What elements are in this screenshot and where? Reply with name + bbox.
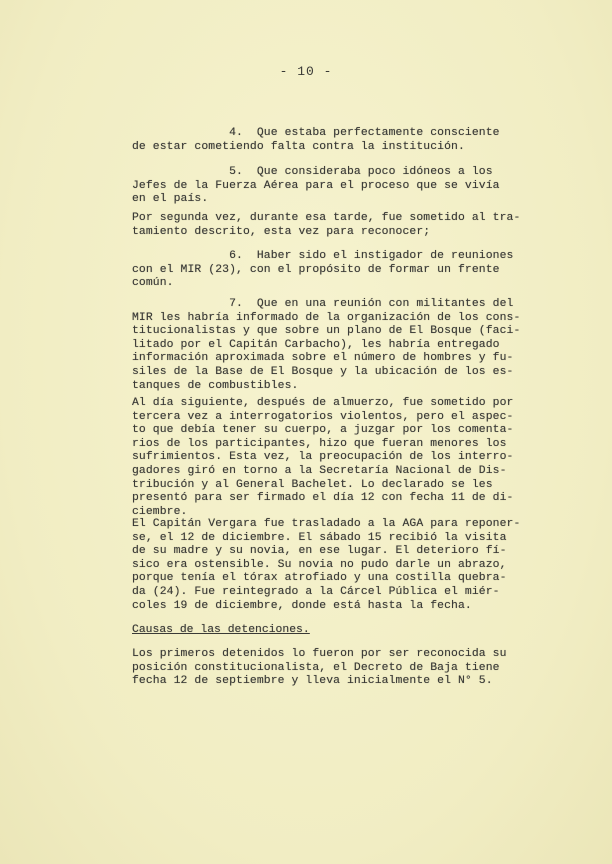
paragraph-item-6: 6. Haber sido el instigador de reuniones con el MIR (23), con el propósito de formar un frente común. [132, 250, 514, 290]
paragraph-item-5: 5. Que consideraba poco idóneos a los Jefes de la Fuerza Aérea para el proceso que se vivía en el país. [132, 166, 500, 206]
paragraph-first-detained: Los primeros detenidos lo fueron por ser reconocida su posición constitucionalista, el Decreto de Baja tiene fecha 12 de septiembre y lleva inicialmente el N° 5. [132, 648, 507, 688]
page-number: - 10 - [279, 64, 333, 79]
paragraph-item-4: 4. Que estaba perfectamente consciente de estar cometiendo falta contra la institución. [132, 127, 500, 153]
paragraph-next-day: Al día siguiente, después de almuerzo, fue sometido por tercera vez a interrogatorios violentos, pero el aspec- to que debía tener su cuerpo, a juzgar por los comenta- rios de los participantes, hizo que fueran menores los sufrimientos. Esta vez, la preocupación de los interro- gadores giró en torno a la Secretaría Nacional de Dis- tribución y al General Bachelet. Lo declarado se les presentó para ser firmado el día 12 con fecha 11 de di- ciembre. [132, 397, 514, 518]
paragraph-captain-vergara: El Capitán Vergara fue trasladado a la AGA para reponer- se, el 12 de diciembre. El sábado 15 recibió la visita de su madre y su novia, en ese lugar. El deterioro fí- sico era ostensible. Su novia no pudo darle un abrazo, porque tenía el tórax atrofiado y una costilla quebra- da (24). Fue reintegrado a la Cárcel Pública el miér- coles 19 de diciembre, donde está hasta la fecha. [132, 518, 521, 612]
section-heading-causas: Causas de las detenciones. [132, 624, 310, 636]
paragraph-second-time: Por segunda vez, durante esa tarde, fue sometido al tra- tamiento descrito, esta vez para reconocer; [132, 212, 521, 238]
paragraph-item-7: 7. Que en una reunión con militantes del MIR les habría informado de la organización de los cons- titucionalistas y que sobre un plano de El Bosque (faci- litado por el Capitán Carbacho), les habría entregado información aproximada sobre el número de hombres y fu- siles de la Base de El Bosque y la ubicación de los es- tanques de combustibles. [132, 298, 521, 392]
